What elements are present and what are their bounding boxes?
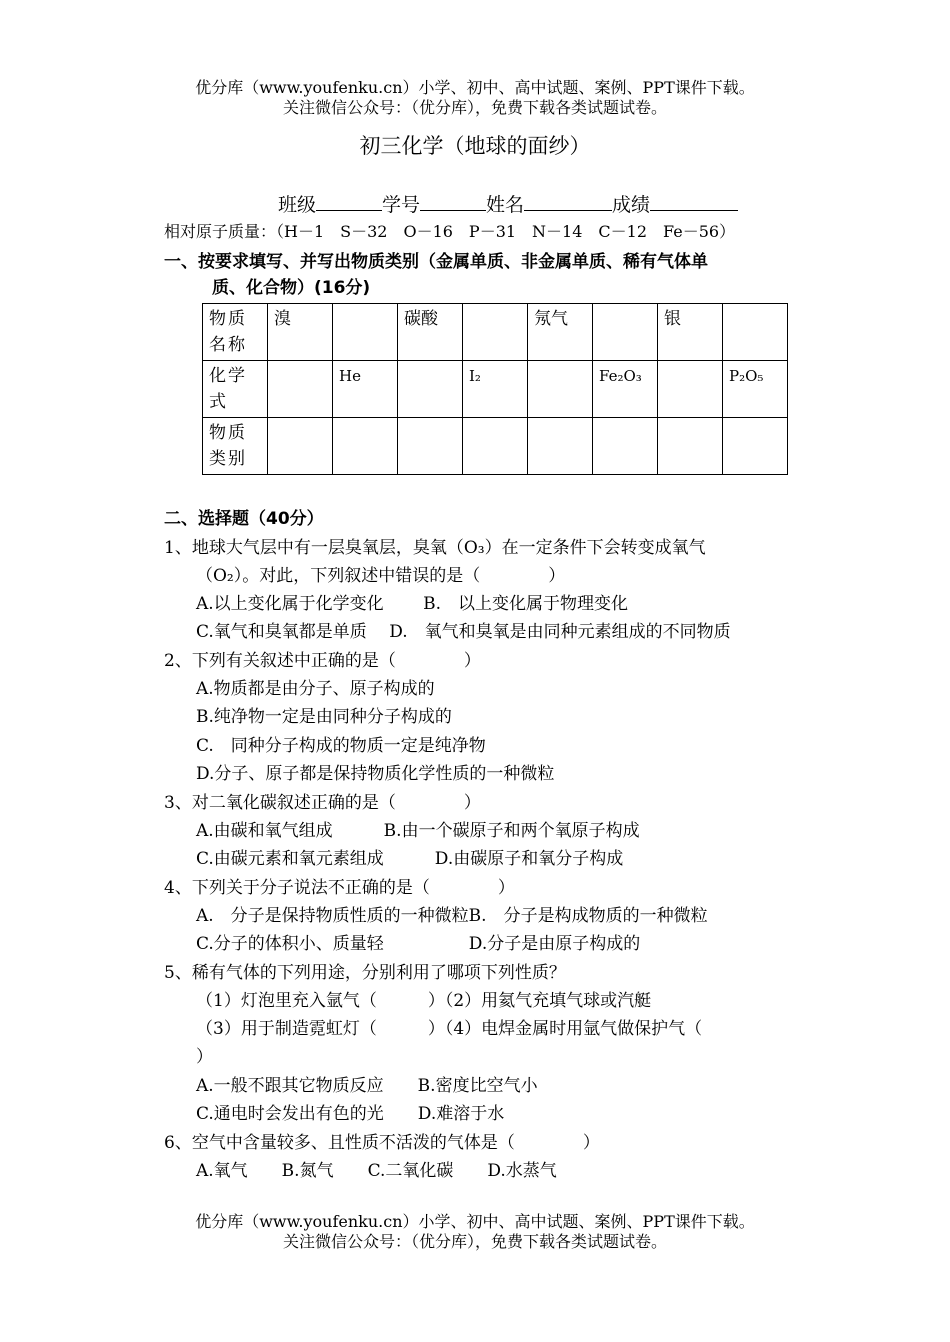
table-cell[interactable] <box>658 361 723 418</box>
class-label: 班级 <box>278 194 317 216</box>
option-line: C.通电时会发出有色的光 D.难溶于水 <box>196 1104 505 1124</box>
option-line: A.由碳和氧气组成 B.由一个碳原子和两个氧原子构成 <box>196 821 640 841</box>
table-cell[interactable] <box>723 304 788 361</box>
table-cell: Fe₂O₃ <box>593 361 658 418</box>
option-line: A.物质都是由分子、原子构成的 <box>196 679 435 699</box>
table-cell: 碳酸 <box>398 304 463 361</box>
table-cell[interactable] <box>398 418 463 475</box>
table-cell[interactable] <box>398 361 463 418</box>
option-line: C.由碳元素和氧元素组成 D.由碳原子和氧分子构成 <box>196 849 624 869</box>
student-info-line <box>278 192 738 217</box>
table-cell[interactable] <box>463 304 528 361</box>
table-cell: I₂ <box>463 361 528 418</box>
section1-title-line1: 一、按要求填写、并写出物质类别（金属单质、非金属单质、稀有气体单 <box>164 252 708 272</box>
table-cell[interactable] <box>268 418 333 475</box>
option-line: A.氧气 B.氮气 C.二氧化碳 D.水蒸气 <box>196 1161 557 1181</box>
option-line: C.分子的体积小、质量轻 D.分子是由原子构成的 <box>196 934 641 954</box>
option-line: C. 同种分子构成的物质一定是纯净物 <box>196 736 486 756</box>
question-line: 5、稀有气体的下列用途，分别利用了哪项下列性质？ <box>164 963 566 983</box>
table-cell: 氖气 <box>528 304 593 361</box>
option-line: B.纯净物一定是由同种分子构成的 <box>196 707 452 727</box>
substance-table <box>202 303 788 475</box>
atomic-mass-line: 相对原子质量：（H－1 S－32 O－16 P－31 N－14 C－12 Fe－56） <box>164 222 736 241</box>
table-cell[interactable] <box>528 418 593 475</box>
table-cell: 物质类别 <box>203 418 268 475</box>
section1-title-line2: 质、化合物）(16分) <box>212 278 371 298</box>
table-cell[interactable] <box>658 418 723 475</box>
option-line: D.分子、原子都是保持物质化学性质的一种微粒 <box>196 764 555 784</box>
question-line: 1、地球大气层中有一层臭氧层，臭氧（O₃）在一定条件下会转变成氧气 <box>164 538 706 558</box>
sub-question-line: （3）用于制造霓虹灯（ ）（4）电焊金属时用氩气做保护气（ <box>196 1019 703 1039</box>
question-line: 2、下列有关叙述中正确的是（ ） <box>164 651 481 671</box>
option-line: A. 分子是保持物质性质的一种微粒B. 分子是构成物质的一种微粒 <box>196 906 708 926</box>
table-cell: 银 <box>658 304 723 361</box>
question-line: （O₂）。对此，下列叙述中错误的是（ ） <box>196 566 566 586</box>
page-title: 初三化学（地球的面纱） <box>359 134 591 158</box>
class-blank[interactable] <box>316 192 382 211</box>
table-cell[interactable] <box>333 418 398 475</box>
number-blank[interactable] <box>420 192 486 211</box>
option-line: A.以上变化属于化学变化 B. 以上变化属于物理变化 <box>196 594 628 614</box>
sub-question-line: （1）灯泡里充入氩气（ ）（2）用氦气充填气球或汽艇 <box>196 991 652 1011</box>
table-cell[interactable] <box>333 304 398 361</box>
question-line: 3、对二氧化碳叙述正确的是（ ） <box>164 793 481 813</box>
sub-question-line: ） <box>196 1047 213 1067</box>
question-line: 4、下列关于分子说法不正确的是（ ） <box>164 878 515 898</box>
table-cell: 物质名称 <box>203 304 268 361</box>
header-line-1: 优分库（www.youfenku.cn）小学、初中、高中试题、案例、PPT课件下载。 <box>195 78 755 97</box>
table-row-category <box>203 418 788 475</box>
name-blank[interactable] <box>524 192 612 211</box>
table-row-name <box>203 304 788 361</box>
table-row-formula <box>203 361 788 418</box>
score-label: 成绩 <box>612 194 651 216</box>
header-line-2: 关注微信公众号：（优分库），免费下载各类试题试卷。 <box>282 98 667 117</box>
question-line: 6、空气中含量较多、且性质不活泼的气体是（ ） <box>164 1133 600 1153</box>
table-cell[interactable] <box>593 418 658 475</box>
score-blank[interactable] <box>650 192 738 211</box>
table-cell: He <box>333 361 398 418</box>
table-cell[interactable] <box>723 418 788 475</box>
footer-line-1: 优分库（www.youfenku.cn）小学、初中、高中试题、案例、PPT课件下载。 <box>195 1212 755 1231</box>
table-cell[interactable] <box>528 361 593 418</box>
footer-line-2: 关注微信公众号：（优分库），免费下载各类试题试卷。 <box>282 1232 667 1251</box>
table-cell[interactable] <box>463 418 528 475</box>
table-cell: 溴 <box>268 304 333 361</box>
number-label: 学号 <box>382 194 421 216</box>
option-line: C.氧气和臭氧都是单质 D. 氧气和臭氧是由同种元素组成的不同物质 <box>196 622 731 642</box>
option-line: A.一般不跟其它物质反应 B.密度比空气小 <box>196 1076 538 1096</box>
name-label: 姓名 <box>486 194 525 216</box>
table-cell[interactable] <box>268 361 333 418</box>
table-cell[interactable] <box>593 304 658 361</box>
table-cell: P₂O₅ <box>723 361 788 418</box>
table-cell: 化学式 <box>203 361 268 418</box>
section2-title: 二、选择题（40分） <box>164 509 324 529</box>
